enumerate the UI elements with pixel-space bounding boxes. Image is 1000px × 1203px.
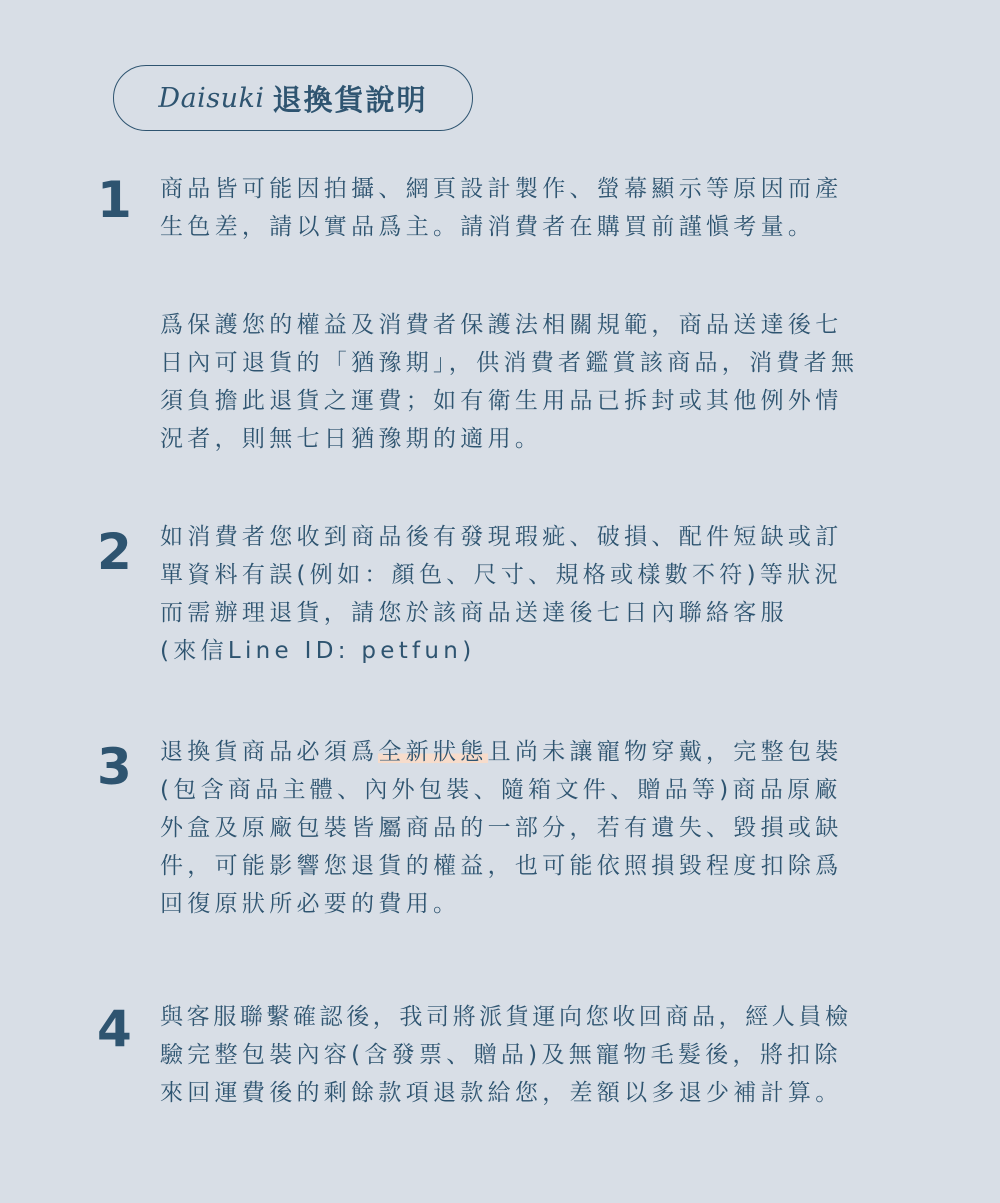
- text-segment: 退換貨商品必須爲: [160, 739, 379, 765]
- text-line: 來回運費後的剩餘款項退款給您，差額以多退少補計算。: [160, 1080, 843, 1106]
- section-1-paragraph-1: [160, 170, 950, 246]
- section-1-paragraph-2: [160, 306, 950, 458]
- text-line: 驗完整包裝內容(含發票、贈品)及無寵物毛髮後，將扣除: [160, 1042, 842, 1068]
- brand-logo: Daisuki: [158, 82, 265, 114]
- text-line: 外盒及原廠包裝皆屬商品的一部分，若有遺失、毀損或缺: [160, 815, 843, 841]
- section-4-number: 4: [97, 1000, 132, 1058]
- text-line: 與客服聯繫確認後，我司將派貨運向您收回商品，經人員檢: [160, 1004, 852, 1030]
- text-line: 爲保護您的權益及消費者保護法相關規範，商品送達後七: [160, 312, 843, 338]
- section-4-paragraph: [160, 998, 950, 1112]
- title-badge: [113, 65, 473, 131]
- page-title: 退換貨說明: [272, 82, 428, 117]
- text-line: 如消費者您收到商品後有發現瑕疵、破損、配件短缺或訂: [160, 524, 843, 550]
- text-segment: 且尚未讓寵物穿戴，完整包裝: [487, 739, 843, 765]
- text-line: (包含商品主體、內外包裝、隨箱文件、贈品等)商品原廠: [160, 777, 842, 803]
- text-line: 生色差，請以實品爲主。請消費者在購買前謹愼考量。: [160, 214, 816, 240]
- section-3-paragraph: [160, 733, 950, 923]
- text-line: 單資料有誤(例如：顏色、尺寸、規格或樣數不符)等狀況: [160, 562, 842, 588]
- section-3-number: 3: [97, 738, 132, 796]
- text-line: (來信Line ID: petfun): [160, 638, 476, 664]
- text-line: 回復原狀所必要的費用。: [160, 891, 461, 917]
- text-line: 日內可退貨的「猶豫期」，供消費者鑑賞該商品，消費者無: [160, 350, 859, 376]
- text-line: 件，可能影響您退貨的權益，也可能依照損毀程度扣除爲: [160, 853, 843, 879]
- text-line: 況者，則無七日猶豫期的適用。: [160, 426, 543, 452]
- text-line: 而需辦理退貨，請您於該商品送達後七日內聯絡客服: [160, 600, 788, 626]
- section-2-number: 2: [97, 523, 132, 581]
- text-line: [160, 733, 950, 771]
- section-2-paragraph: [160, 518, 950, 670]
- text-line: 須負擔此退貨之運費；如有衛生用品已拆封或其他例外情: [160, 388, 843, 414]
- highlighted-text: 全新狀態: [378, 739, 488, 765]
- section-1-number: 1: [97, 171, 132, 229]
- text-line: 商品皆可能因拍攝、網頁設計製作、螢幕顯示等原因而產: [160, 176, 843, 202]
